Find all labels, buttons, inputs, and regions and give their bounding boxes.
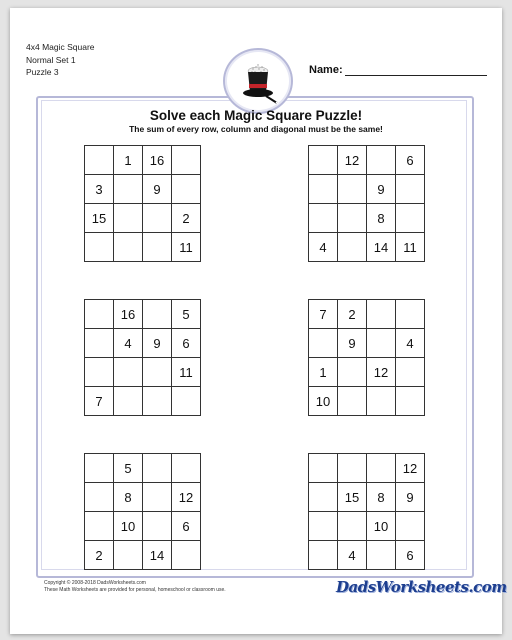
grid-cell[interactable] xyxy=(338,358,367,387)
magic-hat-icon xyxy=(225,50,291,112)
grid-cell[interactable] xyxy=(85,300,114,329)
grid-cell: 6 xyxy=(396,146,425,175)
grid-cell[interactable] xyxy=(309,175,338,204)
grid-cell[interactable] xyxy=(172,387,201,416)
grid-cell[interactable] xyxy=(85,233,114,262)
grid-cell: 8 xyxy=(114,483,143,512)
grid-cell[interactable] xyxy=(85,483,114,512)
grid-cell: 12 xyxy=(338,146,367,175)
grid-cell[interactable] xyxy=(172,541,201,570)
grid-cell: 2 xyxy=(85,541,114,570)
grid-cell[interactable] xyxy=(396,358,425,387)
worksheet-set: Normal Set 1 xyxy=(26,54,76,65)
grid-cell[interactable] xyxy=(396,204,425,233)
grid-cell: 11 xyxy=(396,233,425,262)
grid-cell: 4 xyxy=(396,329,425,358)
grid-cell[interactable] xyxy=(338,387,367,416)
grid-cell[interactable] xyxy=(114,387,143,416)
grid-cell[interactable] xyxy=(309,146,338,175)
grid-cell[interactable] xyxy=(143,300,172,329)
grid-cell[interactable] xyxy=(367,146,396,175)
magic-square-2 xyxy=(308,145,425,262)
grid-cell: 14 xyxy=(143,541,172,570)
grid-cell[interactable] xyxy=(172,454,201,483)
worksheet-title: 4x4 Magic Square xyxy=(26,42,95,52)
grid-cell[interactable] xyxy=(309,483,338,512)
grid-cell[interactable] xyxy=(114,233,143,262)
grid-cell: 15 xyxy=(85,204,114,233)
grid-cell[interactable] xyxy=(143,204,172,233)
grid-cell: 11 xyxy=(172,233,201,262)
grid-cell[interactable] xyxy=(172,146,201,175)
grid-cell: 10 xyxy=(114,512,143,541)
grid-cell[interactable] xyxy=(114,175,143,204)
grid-cell[interactable] xyxy=(309,541,338,570)
grid-cell[interactable] xyxy=(367,387,396,416)
grid-cell[interactable] xyxy=(309,204,338,233)
grid-cell[interactable] xyxy=(114,358,143,387)
name-field[interactable] xyxy=(309,64,487,76)
grid-cell: 12 xyxy=(172,483,201,512)
worksheet-info xyxy=(26,41,95,79)
grid-cell[interactable] xyxy=(85,454,114,483)
grid-cell: 14 xyxy=(367,233,396,262)
grid-cell[interactable] xyxy=(396,512,425,541)
grid-cell: 12 xyxy=(396,454,425,483)
grid-cell: 2 xyxy=(172,204,201,233)
usage-note: These Math Worksheets are provided for personal, homeschool or classroom use. xyxy=(44,587,226,593)
grid-cell[interactable] xyxy=(143,512,172,541)
grid-cell: 1 xyxy=(309,358,338,387)
grid-cell[interactable] xyxy=(338,233,367,262)
grid-cell: 8 xyxy=(367,483,396,512)
worksheet-puzzle-number: Puzzle 3 xyxy=(26,67,59,77)
grid-cell: 7 xyxy=(85,387,114,416)
grid-cell[interactable] xyxy=(309,329,338,358)
grid-cell[interactable] xyxy=(85,512,114,541)
grid-cell: 5 xyxy=(172,300,201,329)
magic-hat-badge xyxy=(223,48,293,114)
grid-cell[interactable] xyxy=(396,300,425,329)
grid-cell[interactable] xyxy=(367,329,396,358)
grid-cell[interactable] xyxy=(396,387,425,416)
grid-cell: 10 xyxy=(309,387,338,416)
grid-cell[interactable] xyxy=(143,358,172,387)
magic-square-6 xyxy=(308,453,425,570)
grid-cell: 7 xyxy=(309,300,338,329)
grid-cell[interactable] xyxy=(396,175,425,204)
grid-cell: 1 xyxy=(114,146,143,175)
grid-cell: 4 xyxy=(114,329,143,358)
grid-cell[interactable] xyxy=(338,454,367,483)
grid-cell: 3 xyxy=(85,175,114,204)
grid-cell: 9 xyxy=(143,175,172,204)
grid-cell: 8 xyxy=(367,204,396,233)
grid-cell: 9 xyxy=(396,483,425,512)
grid-cell[interactable] xyxy=(114,541,143,570)
grid-cell[interactable] xyxy=(338,204,367,233)
grid-cell: 5 xyxy=(114,454,143,483)
magic-square-1 xyxy=(84,145,201,262)
name-underline xyxy=(345,65,487,76)
grid-cell: 6 xyxy=(172,329,201,358)
copyright-text: Copyright © 2008-2018 DadsWorksheets.com xyxy=(44,580,146,586)
magic-square-5 xyxy=(84,453,201,570)
grid-cell[interactable] xyxy=(309,512,338,541)
grid-cell[interactable] xyxy=(85,329,114,358)
magic-square-3 xyxy=(84,299,201,416)
grid-cell[interactable] xyxy=(143,233,172,262)
grid-cell: 6 xyxy=(396,541,425,570)
name-label: Name: xyxy=(309,64,343,76)
grid-cell: 11 xyxy=(172,358,201,387)
grid-cell: 4 xyxy=(338,541,367,570)
grid-cell: 15 xyxy=(338,483,367,512)
grid-cell[interactable] xyxy=(172,175,201,204)
dadsworksheets-logo: DadsWorksheets.com xyxy=(336,578,507,596)
grid-cell[interactable] xyxy=(143,454,172,483)
grid-cell: 12 xyxy=(367,358,396,387)
instructions-subtitle: The sum of every row, column and diagonal must be the same! xyxy=(129,124,383,134)
grid-cell[interactable] xyxy=(85,358,114,387)
instructions-title: Solve each Magic Square Puzzle! xyxy=(149,108,363,123)
grid-cell: 9 xyxy=(338,329,367,358)
grid-cell: 16 xyxy=(114,300,143,329)
grid-cell: 16 xyxy=(143,146,172,175)
grid-cell: 10 xyxy=(367,512,396,541)
grid-cell[interactable] xyxy=(367,454,396,483)
grid-cell: 4 xyxy=(309,233,338,262)
magic-square-4 xyxy=(308,299,425,416)
grid-cell: 6 xyxy=(172,512,201,541)
grid-cell[interactable] xyxy=(309,454,338,483)
grid-cell[interactable] xyxy=(85,146,114,175)
grid-cell[interactable] xyxy=(114,204,143,233)
grid-cell[interactable] xyxy=(143,387,172,416)
grid-cell[interactable] xyxy=(367,300,396,329)
grid-cell: 9 xyxy=(143,329,172,358)
footer-text xyxy=(44,580,226,594)
grid-cell: 9 xyxy=(367,175,396,204)
grid-cell[interactable] xyxy=(338,512,367,541)
grid-cell: 2 xyxy=(338,300,367,329)
grid-cell[interactable] xyxy=(338,175,367,204)
grid-cell[interactable] xyxy=(367,541,396,570)
grid-cell[interactable] xyxy=(143,483,172,512)
